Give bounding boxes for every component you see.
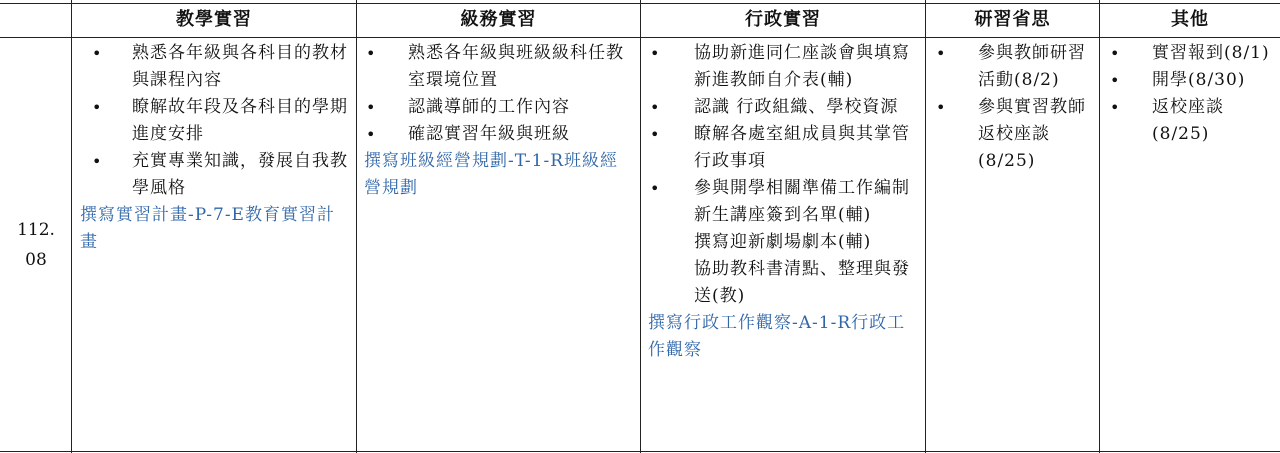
class-affairs-item: • 認識導師的工作內容 [364,94,634,121]
admin-extra-item: 協助教科書清點、整理與發送(教) [694,259,910,306]
reflection-item: • 參與實習教師返校座談(8/25) [934,94,1094,175]
date-month: 08 [25,250,47,270]
admin-observation-link[interactable]: 撰寫行政工作觀察-A-1-R行政工作觀察 [648,313,906,360]
other-item: • 開學(8/30) [1108,67,1276,94]
header-other: 其他 [1171,9,1209,30]
class-affairs-cell [364,40,634,202]
header-class-affairs: 級務實習 [460,9,537,30]
header-admin: 行政實習 [745,9,821,30]
column-divider [925,0,926,453]
teaching-item: • 充實專業知識，發展自我教學風格 [80,148,350,202]
teaching-item: • 熟悉各年級與各科目的教材與課程內容 [80,40,350,94]
date-cell [0,215,72,275]
column-divider [640,0,641,453]
header-reflection: 研習省思 [974,9,1051,30]
teaching-item: • 瞭解故年段及各科目的學期進度安排 [80,94,350,148]
class-management-link[interactable]: 撰寫班級經營規劃-T-1-R班級經營規劃 [364,151,618,198]
admin-item: • 瞭解各處室組成員與其掌管行政事項 [648,121,916,175]
row-divider [0,451,1280,452]
class-affairs-item: • 熟悉各年級與班級級科任教室環境位置 [364,40,634,94]
other-item: • 返校座談(8/25) [1108,94,1276,148]
class-affairs-item: • 確認實習年級與班級 [364,121,634,148]
admin-item: • 協助新進同仁座談會與填寫新進教師自介表(輔) [648,40,916,94]
column-divider [1099,0,1100,453]
other-cell [1108,40,1276,148]
admin-extra-item: 撰寫迎新劇場劇本(輔) [694,232,872,252]
admin-item: • 認識 行政組織、學校資源 [648,94,916,121]
header-teaching: 教學實習 [176,9,252,30]
column-divider [356,0,357,453]
row-divider [0,3,1280,4]
admin-item: • 參與開學相關準備工作編制新生講座簽到名單(輔) [648,175,916,229]
reflection-item: • 參與教師研習活動(8/2) [934,40,1094,94]
teaching-cell [80,40,350,256]
row-divider [0,37,1280,38]
admin-cell [648,40,916,364]
teaching-plan-link[interactable]: 撰寫實習計畫-P-7-E教育實習計畫 [80,205,335,252]
reflection-cell [934,40,1094,175]
date-year: 112. [17,220,55,240]
other-item: • 實習報到(8/1) [1108,40,1276,67]
